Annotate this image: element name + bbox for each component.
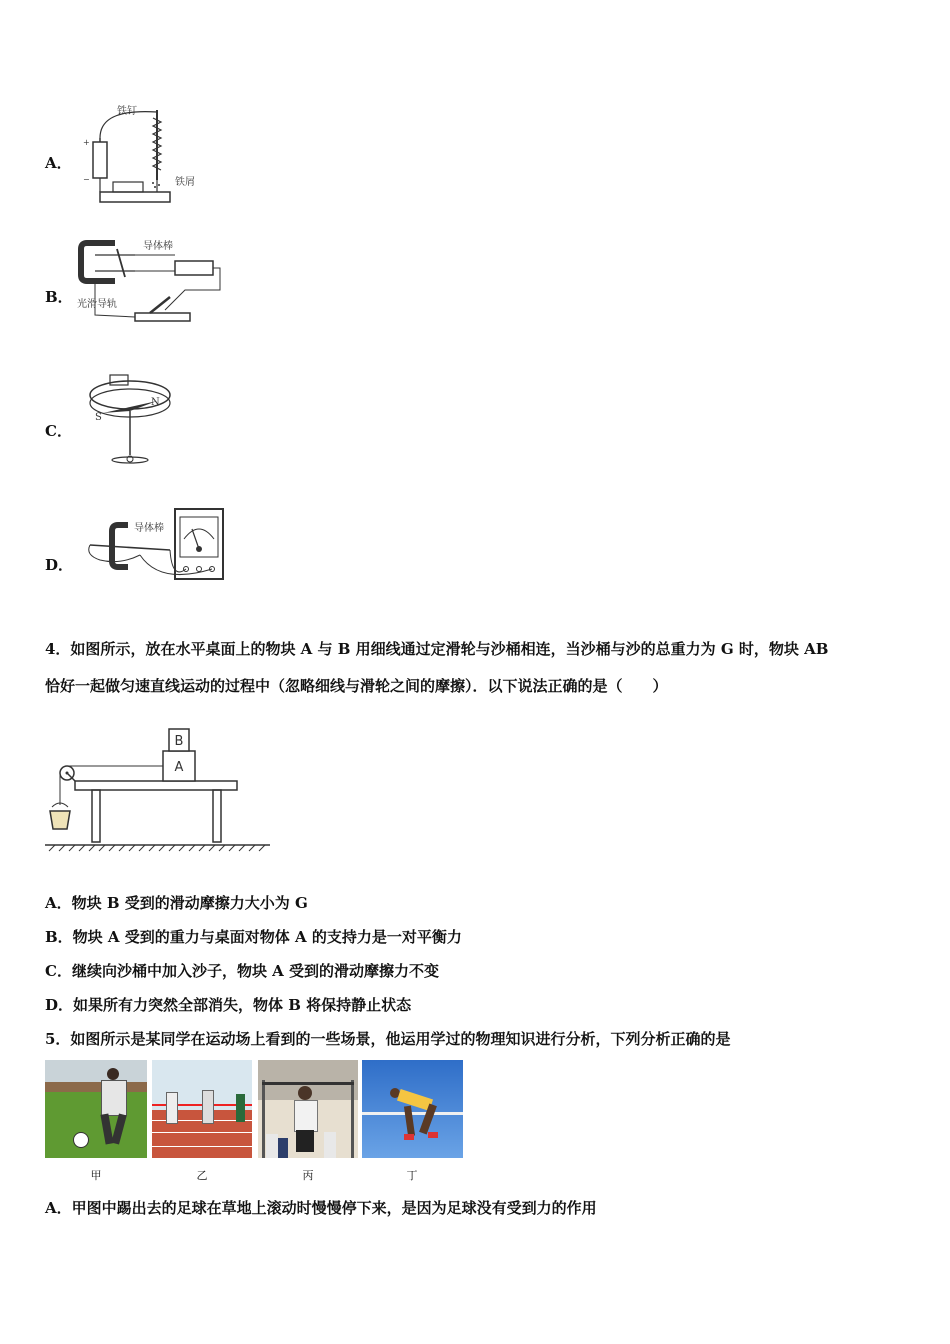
q4-block-b-label: B (174, 734, 184, 749)
q5-stem: 5．如图所示是某同学在运动场上看到的一些场景，他运用学过的物理知识进行分析，下列分析正确的是 (45, 1030, 731, 1048)
q4-option-c: C．继续向沙桶中加入沙子，物块 A 受到的滑动摩擦力不变 (45, 962, 440, 980)
q4-figure-pulley-table (45, 725, 275, 855)
q4-option-d: D．如果所有力突然全部消失，物体 B 将保持静止状态 (45, 996, 412, 1014)
q5-caption-bing: 丙 (302, 1169, 314, 1182)
q3-option-d-label: D． (45, 556, 74, 574)
svg-text:−: − (83, 175, 90, 184)
q3-figure-a-electromagnet-circuit (75, 100, 215, 210)
q4-stem-line2: 恰好一起做匀速直线运动的过程中（忽略细线与滑轮之间的摩擦）．以下说法正确的是（ ） (45, 677, 668, 695)
q4-option-b: B．物块 A 受到的重力与桌面对物体 A 的支持力是一对平衡力 (45, 928, 462, 946)
q5-photo-jia-soccer (45, 1060, 147, 1158)
q3c-label-s: S (95, 412, 102, 423)
q3a-label-iron-filings: 铁屑 (175, 177, 195, 188)
q5-photo-yi-running (152, 1060, 252, 1158)
q5-caption-ding: 丁 (406, 1169, 418, 1182)
q3b-label-conductor-rod: 导体棒 (143, 241, 173, 252)
q5-option-a: A．甲图中踢出去的足球在草地上滚动时慢慢停下来，是因为足球没有受到力的作用 (45, 1199, 597, 1217)
q3-option-c-label: C． (45, 422, 72, 440)
q3b-label-smooth-rails: 光滑导轨 (77, 299, 117, 310)
q4-stem-line1: 4．如图所示，放在水平桌面上的物块 A 与 B 用细线通过定滑轮与沙桶相连，当沙桶与沙的总重力为 G 时，物块 AB (45, 640, 829, 658)
q3c-label-n: N (151, 397, 160, 408)
q3-figure-b-rails-magnet (75, 235, 225, 330)
q3-option-a-label: A． (45, 154, 72, 172)
q5-photo-bing-pullup (258, 1060, 358, 1158)
q5-photo-ding-highjump (362, 1060, 463, 1158)
q4-block-a-label: A (174, 760, 184, 775)
q3-figure-c-compass-coil (85, 365, 185, 470)
q3a-label-iron-nail: 铁钉 (117, 106, 137, 117)
q3d-label-conductor-rod: 导体棒 (134, 523, 164, 534)
q3-option-b-label: B． (45, 288, 73, 306)
svg-text:+: + (83, 138, 90, 147)
q5-caption-jia: 甲 (90, 1169, 102, 1182)
q3-figure-d-galvanometer (80, 505, 230, 585)
q5-caption-yi: 乙 (196, 1169, 208, 1182)
q4-option-a: A．物块 B 受到的滑动摩擦力大小为 G (45, 894, 308, 912)
